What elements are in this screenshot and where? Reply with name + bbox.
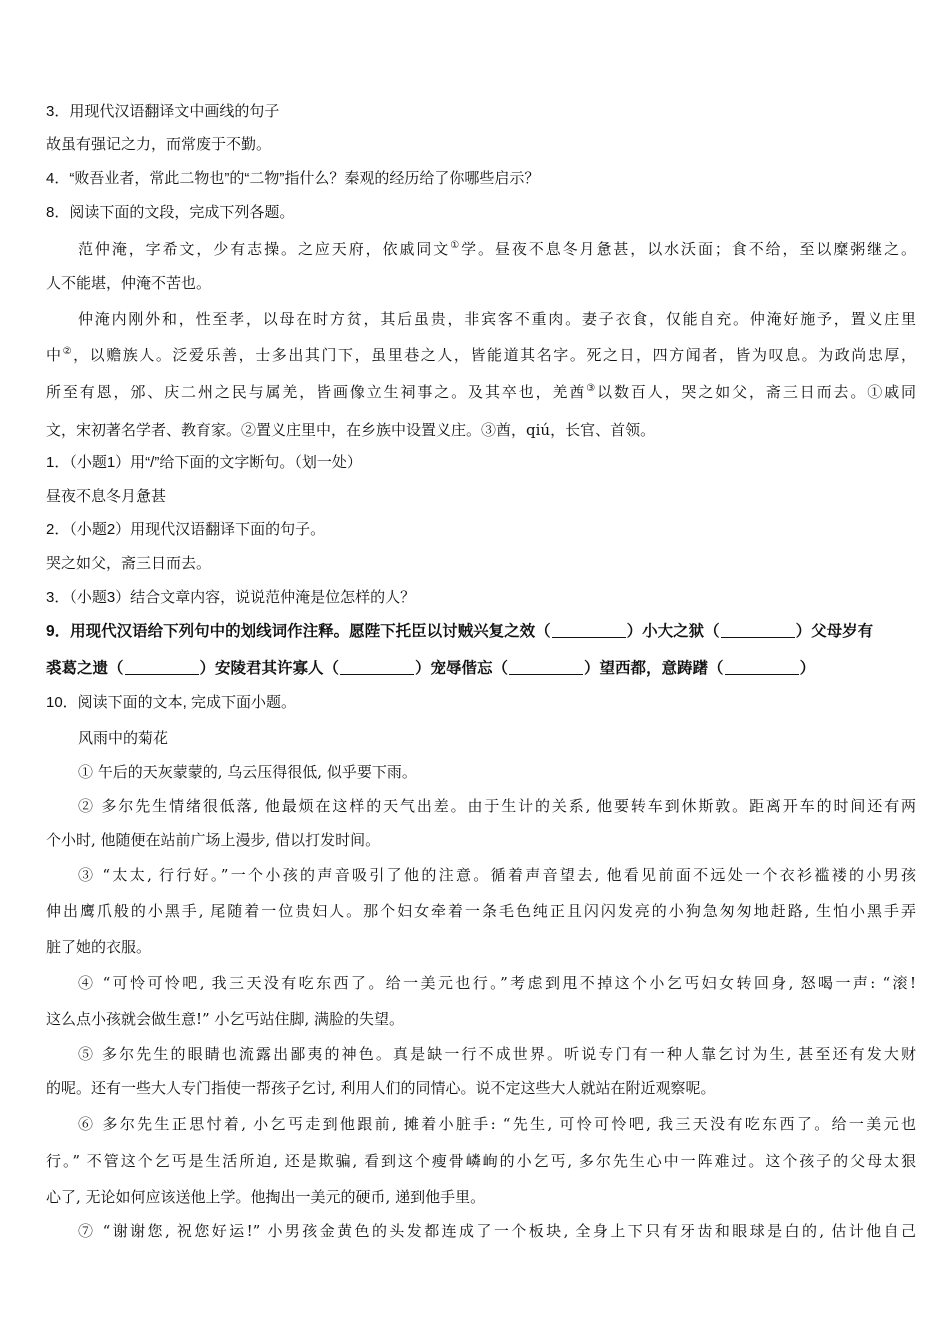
q8-passage-p1-line1: 范仲淹，字希文，少有志操。之应天府，依戚同文①学。昼夜不息冬月惫甚，以水沃面；食不给，至以糜粥继之。	[78, 240, 916, 258]
footnote-mark-2: ②	[62, 346, 74, 357]
story-para3-line1: ③ “太太, 行行好。”一个小孩的声音吸引了他的注意。循着声音望去, 他看见前面不远处一个衣衫褴褛的小男孩	[78, 866, 916, 884]
story-title: 风雨中的菊花	[78, 729, 169, 747]
story-para2-line1: ② 多尔先生情绪很低落, 他最烦在这样的天气出差。由于生计的关系, 他要转车到休斯敦。距离开车的时间还有两	[78, 797, 916, 815]
answer-blank[interactable]	[125, 658, 199, 675]
story-para2-line2: 个小时, 他随便在站前广场上漫步, 借以打发时间。	[46, 831, 381, 849]
story-para6-line3: 心了, 无论如何应该送他上学。他掏出一美元的硬币, 递到他手里。	[46, 1188, 486, 1206]
q8-footnotes: 文，宋初著名学者、教育家。②置义庄里中，在乡族中设置义庄。③酋，qiú，长官、首领。	[46, 421, 656, 439]
answer-blank[interactable]	[721, 621, 795, 638]
story-para5-line1: ⑤ 多尔先生的眼睛也流露出鄙夷的神色。真是缺一行不成世界。听说专门有一种人靠乞讨为生, 甚至还有发大财	[78, 1045, 916, 1063]
q8-sub2-prompt: 2．（小题2）用现代汉语翻译下面的句子。	[46, 521, 326, 538]
story-para1: ① 午后的天灰蒙蒙的, 乌云压得很低, 似乎要下雨。	[78, 763, 417, 781]
story-para3-line3: 脏了她的衣服。	[46, 938, 152, 956]
q9-line1: 9．用现代汉语给下列句中的划线词作注释。愿陛下托臣以讨贼兴复之效（ ）小大之狱（ ）父母岁有	[46, 623, 874, 640]
footnote-mark-1: ①	[450, 240, 462, 251]
q8-passage-p2-line2: 中②，以赡族人。泛爱乐善，士多出其门下，虽里巷之人，皆能道其名字。死之日，四方闻者，皆为叹息。为政尚忠厚，	[46, 346, 916, 364]
q3-prompt: 3．用现代汉语翻译文中画线的句子	[46, 103, 280, 120]
q8-heading: 8．阅读下面的文段，完成下列各题。	[46, 204, 295, 221]
answer-blank[interactable]	[552, 621, 626, 638]
story-para4-line2: 这么点小孩就会做生意!” 小乞丐站住脚, 满脸的失望。	[46, 1010, 405, 1028]
q8-sub2-text: 哭之如父，斋三日而去。	[46, 555, 212, 572]
q10-heading: 10．阅读下面的文本, 完成下面小题。	[46, 694, 297, 711]
q8-passage-p1-line2: 人不能堪，仲淹不苦也。	[46, 274, 212, 292]
q4-prompt: 4．“败吾业者，常此二物也”的“二物”指什么？秦观的经历给了你哪些启示？	[46, 170, 540, 187]
answer-blank[interactable]	[725, 658, 799, 675]
answer-blank[interactable]	[340, 658, 414, 675]
story-para7-line1: ⑦ “谢谢您, 祝您好运!” 小男孩金黄色的头发都连成了一个板块, 全身上下只有牙齿和眼球是白的, 估计他自己	[78, 1222, 916, 1240]
q8-passage-p2-line1: 仲淹内刚外和，性至孝，以母在时方贫，其后虽贵，非宾客不重肉。妻子衣食，仅能自充。仲淹好施予，置义庄里	[78, 310, 916, 328]
footnote-mark-3: ③	[586, 383, 598, 394]
q3-sentence: 故虽有强记之力，而常废于不勤。	[46, 136, 272, 153]
q8-passage-p2-line3: 所至有恩，邠、庆二州之民与属羌，皆画像立生祠事之。及其卒也，羌酋③以数百人，哭之如父，斋三日而去。①戚同	[46, 383, 916, 401]
story-para6-line2: 行。” 不管这个乞丐是生活所迫, 还是欺骗, 看到这个瘦骨嶙峋的小乞丐, 多尔先生心中一阵难过。这个孩子的父母太狠	[46, 1152, 916, 1170]
story-para5-line2: 的呢。还有一些大人专门指使一帮孩子乞讨, 利用人们的同情心。说不定这些大人就站在附近观察呢。	[46, 1079, 716, 1097]
q8-sub1-text: 昼夜不息冬月惫甚	[46, 488, 167, 505]
story-para6-line1: ⑥ 多尔先生正思忖着, 小乞丐走到他跟前, 摊着小脏手: “先生, 可怜可怜吧, 我三天没有吃东西了。给一美元也	[78, 1115, 916, 1133]
story-para4-line1: ④ “可怜可怜吧, 我三天没有吃东西了。给一美元也行。”考虑到甩不掉这个小乞丐妇女转回身, 怒喝一声: “滚!	[78, 974, 916, 992]
q8-sub3-prompt: 3．（小题3）结合文章内容，说说范仲淹是位怎样的人？	[46, 589, 416, 606]
answer-blank[interactable]	[509, 658, 583, 675]
q8-sub1-prompt: 1．（小题1）用“/”给下面的文字断句。（划一处）	[46, 454, 362, 471]
story-para3-line2: 伸出鹰爪般的小黑手, 尾随着一位贵妇人。那个妇女牵着一条毛色纯正且闪闪发亮的小狗急匆匆地赶路, 生怕小黑手弄	[46, 902, 916, 920]
q9-line2: 裘葛之遗（ ）安陵君其许寡人（ ）宠辱偕忘（ ）望西都，意踌躇（ ）	[46, 660, 816, 677]
